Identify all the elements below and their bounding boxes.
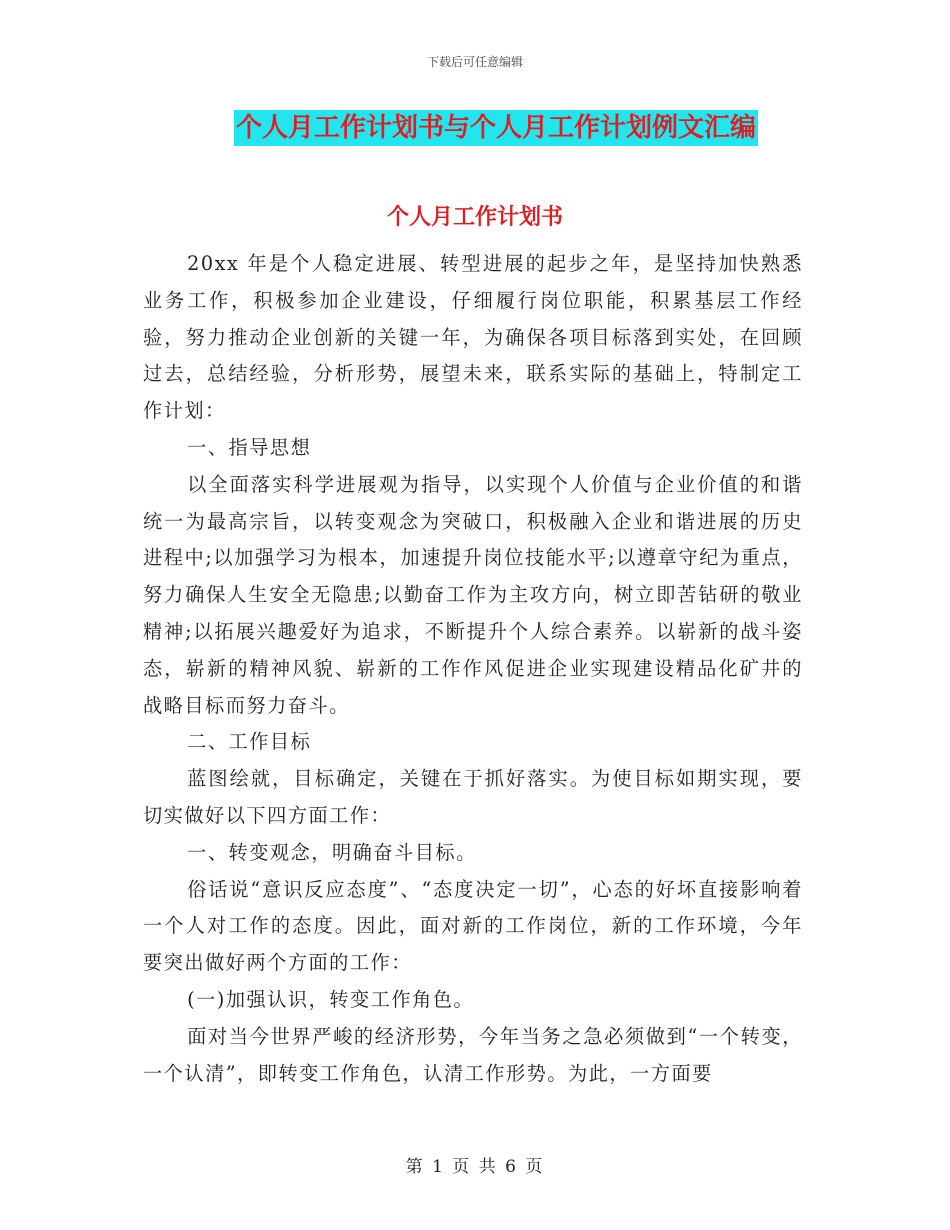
document-title-text: 个人月工作计划书与个人月工作计划例文汇编: [234, 110, 758, 146]
paragraph-guiding-thought: 以全面落实科学进展观为指导，以实现个人价值与企业价值的和谐统一为最高宗旨，以转变观念为突破口，积极融入企业和谐进展的历史进程中;以加强学习为根本，加速提升岗位技能水平;以遵章守纪为重点，努力确保人生安全无隐患;以勤奋工作为主攻方向，树立即苦钻研的敬业精神;以拓展兴趣爱好为追求，不断提升个人综合素养。以崭新的战斗姿态，崭新的精神风貌、崭新的工作作风促进企业实现建设精品化矿井的战略目标而努力奋斗。: [143, 472, 803, 717]
heading-guiding-thought: 一、指导思想: [187, 435, 312, 459]
heading-work-goals: 二、工作目标: [187, 730, 312, 754]
paragraph-change-mindset: 俗话说“意识反应态度”、“态度决定一切”，心态的好坏直接影响着一个人对工作的态度。因此，面对新的工作岗位，新的工作环境，今年要突出做好两个方面的工作：: [143, 877, 803, 975]
paragraph-strengthen-awareness: 面对当今世界严峻的经济形势，今年当务之急必须做到“一个转变，一个认清”，即转变工作角色，认清工作形势。为此，一方面要: [143, 1024, 803, 1085]
document-body: [143, 246, 803, 1092]
heading-strengthen-awareness: (一)加强认识，转变工作角色。: [187, 987, 475, 1011]
paragraph-work-goals: 蓝图绘就，目标确定，关键在于抓好落实。为使目标如期实现，要切实做好以下四方面工作：: [143, 767, 803, 827]
section-title: 个人月工作计划书: [386, 204, 563, 230]
paragraph-intro: 20xx 年是个人稳定进展、转型进展的起步之年，是坚持加快熟悉业务工作，积极参加企业建设，仔细履行岗位职能，积累基层工作经验，努力推动企业创新的关键一年，为确保各项目标落到实处，在回顾过去，总结经验，分析形势，展望未来，联系实际的基础上，特制定工作计划：: [143, 252, 803, 423]
document-title: [0, 110, 950, 149]
page-number: 第 1 页 共 6 页: [405, 1157, 545, 1177]
heading-change-mindset: 一、转变观念，明确奋斗目标。: [187, 840, 477, 864]
header-note: 下载后可任意编辑: [426, 55, 523, 69]
